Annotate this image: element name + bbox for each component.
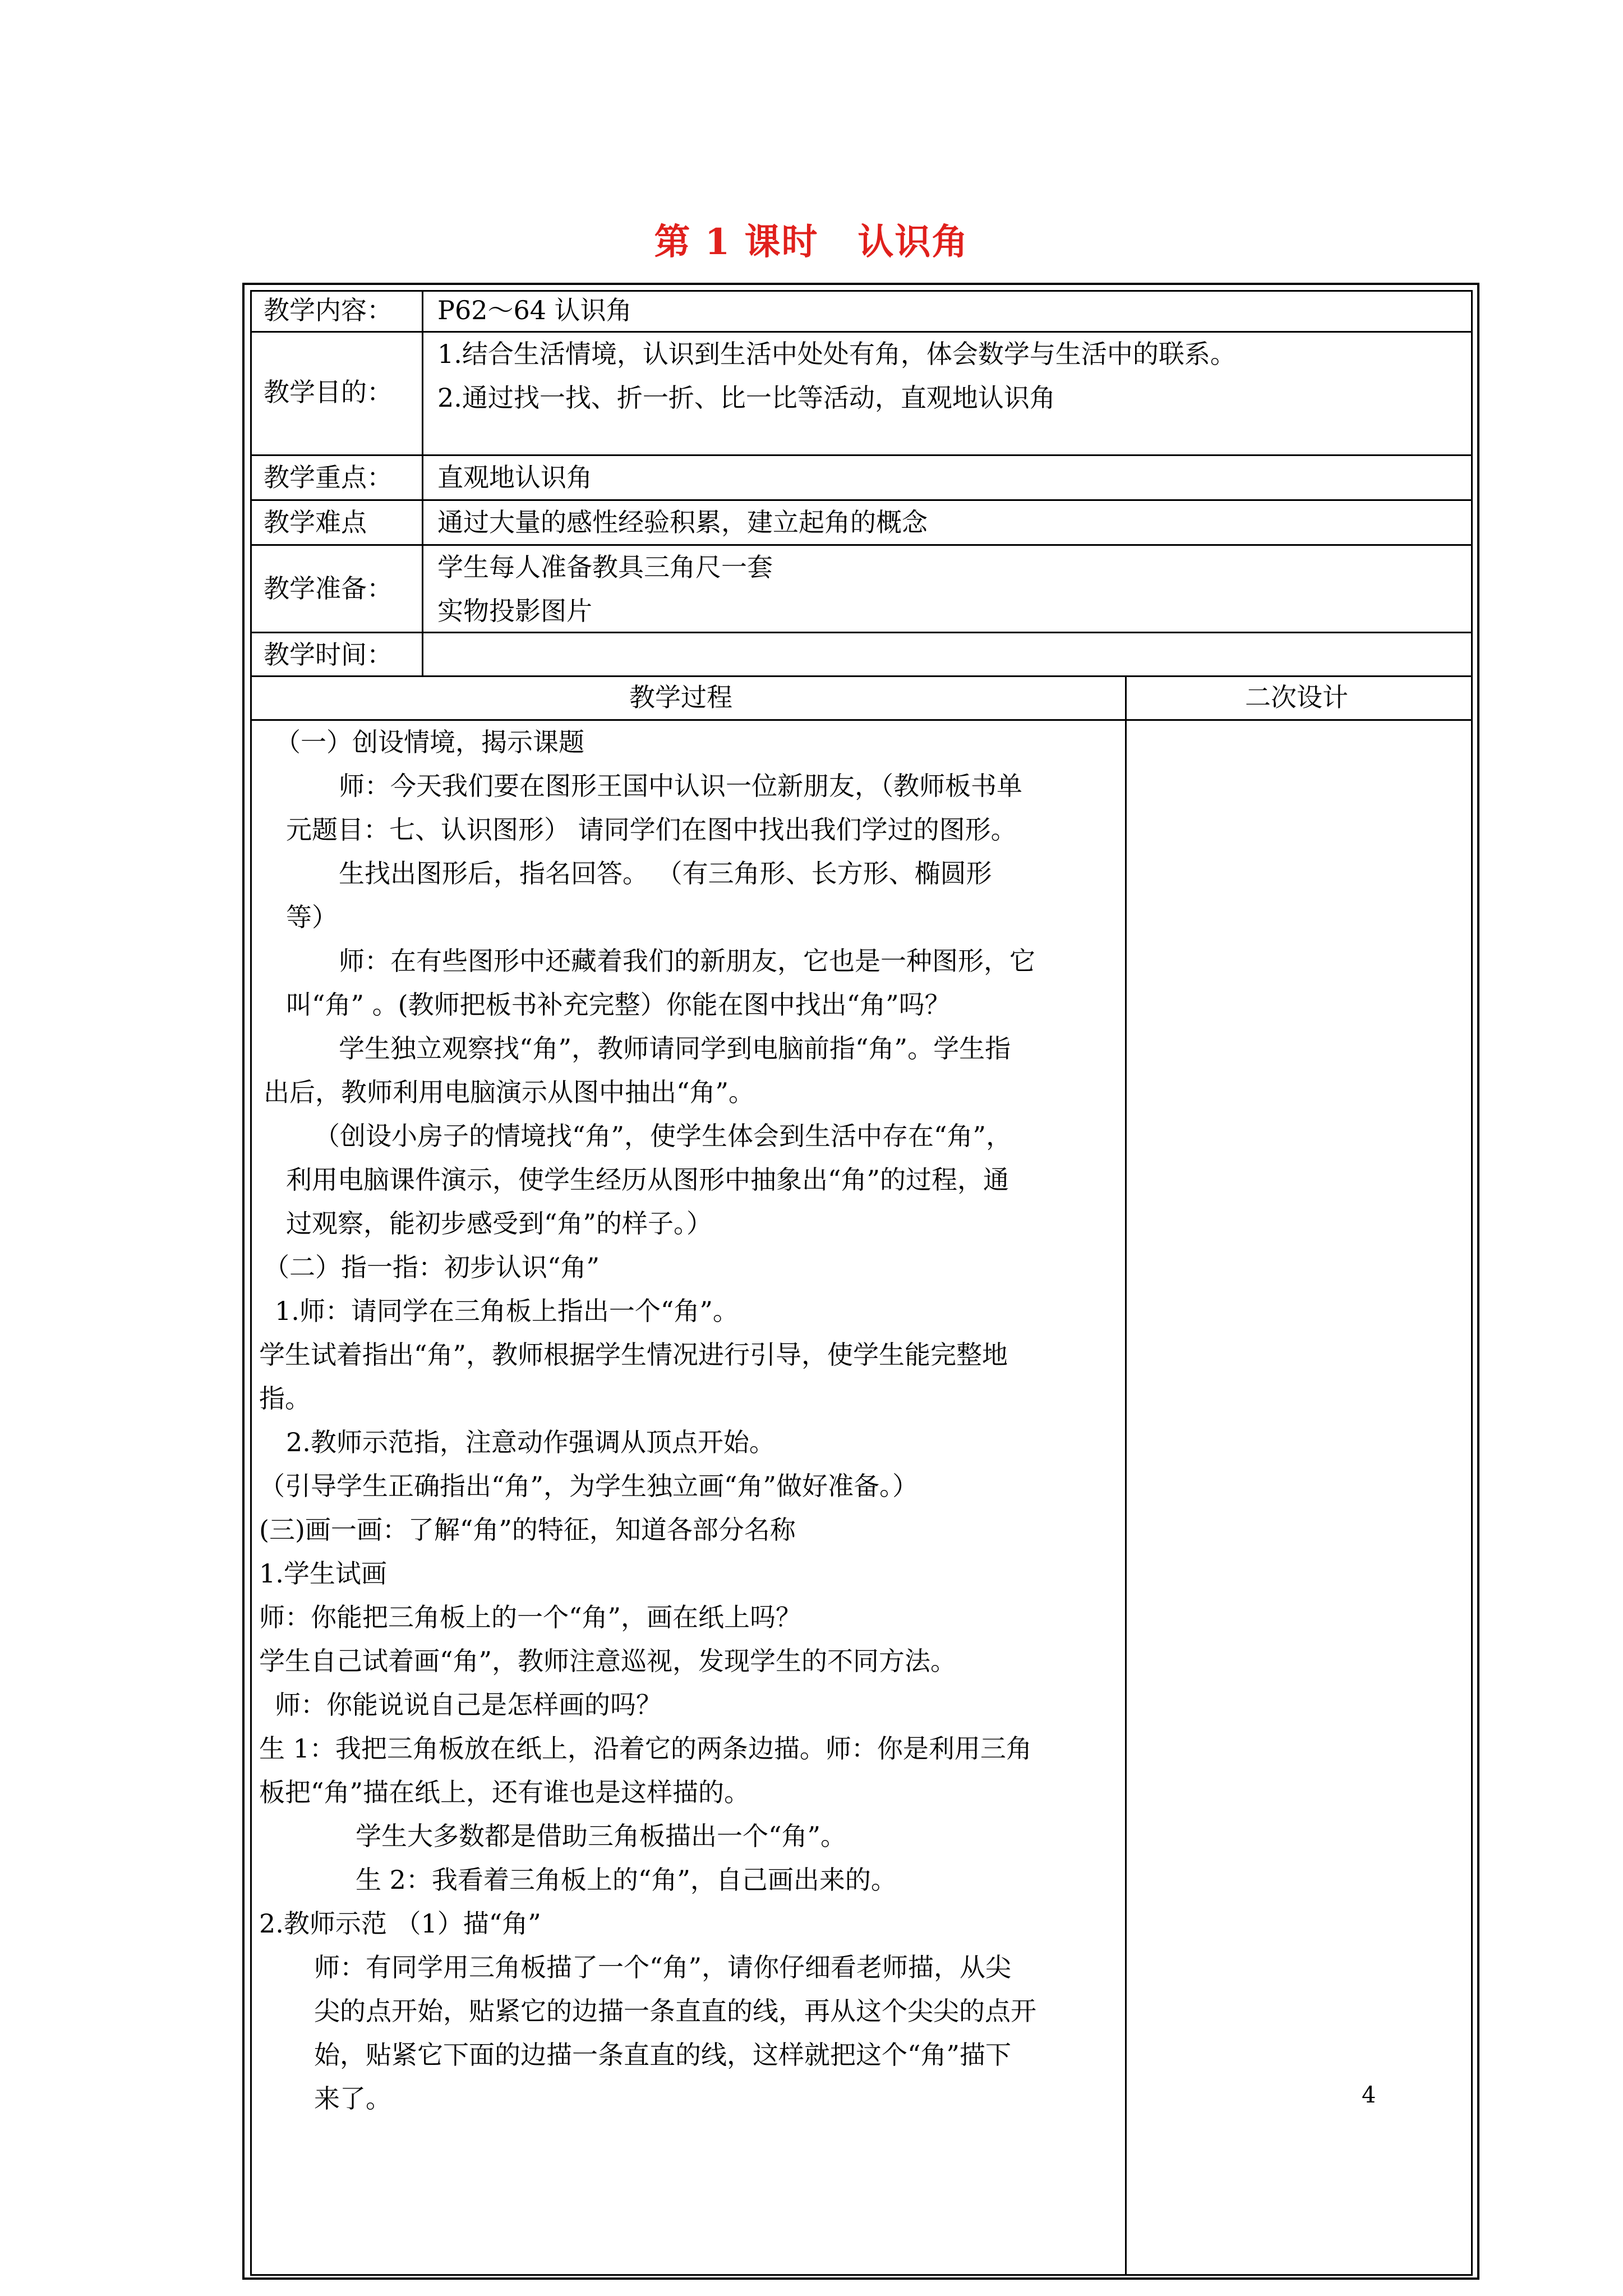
goal-item: 1.结合生活情境，认识到生活中处处有角，体会数学与生活中的联系。 (437, 339, 1236, 369)
process-line: 师：在有些图形中还藏着我们的新朋友，它也是一种图形，它 (339, 946, 1035, 976)
row-divider (250, 632, 1473, 633)
process-line: 1.学生试画 (259, 1558, 387, 1589)
process-line: 2.教师示范 （1）描“角” (259, 1908, 541, 1939)
content-label: 教学内容： (264, 295, 393, 325)
row-divider (250, 544, 1473, 546)
process-line: 师：你能说说自己是怎样画的吗？ (275, 1690, 662, 1720)
page-number: 4 (1362, 2082, 1376, 2108)
process-line: （二）指一指：初步认识“角” (264, 1252, 600, 1282)
difficulty-label: 教学难点 (264, 507, 367, 537)
process-line: (三)画一画：了解“角”的特征，知道各部分名称 (259, 1515, 796, 1545)
process-line: 生找出图形后，指名回答。 （有三角形、长方形、椭圆形 (339, 858, 992, 889)
process-line: 叫“角” 。(教师把板书补充完整）你能在图中找出“角”吗？ (286, 990, 951, 1020)
process-line: 来了。 (314, 2083, 391, 2114)
lesson-topic: 认识角 (857, 221, 969, 263)
page-title (0, 213, 1623, 265)
process-line: 始，贴紧它下面的边描一条直直的线，这样就把这个“角”描下 (314, 2040, 1012, 2070)
preparation-item: 学生每人准备教具三角尺一套 (437, 552, 773, 582)
process-line: 元题目：七、认识图形） 请同学们在图中找出我们学过的图形。 (286, 815, 1017, 845)
process-line: 学生试着指出“角”，教师根据学生情况进行引导，使学生能完整地 (259, 1340, 1008, 1370)
process-line: 出后，教师利用电脑演示从图中抽出“角”。 (264, 1077, 755, 1107)
process-line: 生 1：我把三角板放在纸上，沿着它的两条边描。师：你是利用三角 (259, 1733, 1032, 1764)
process-line: 生 2：我看着三角板上的“角”，自己画出来的。 (356, 1865, 897, 1895)
process-line: 师：今天我们要在图形王国中认识一位新朋友，（教师板书单 (339, 771, 1022, 801)
lesson-number: 第 1 课时 (654, 221, 819, 263)
process-line: 过观察，能初步感受到“角”的样子。） (286, 1208, 713, 1239)
process-line: 师：你能把三角板上的一个“角”，画在纸上吗？ (259, 1602, 802, 1632)
process-line: 指。 (259, 1383, 311, 1414)
preparation-item: 实物投影图片 (437, 596, 592, 626)
process-line: 等） (286, 902, 338, 932)
column-divider (1125, 675, 1127, 2276)
process-line: 1.师：请同学在三角板上指出一个“角”。 (275, 1296, 739, 1326)
column-divider (422, 290, 423, 675)
process-line: （创设小房子的情境找“角”，使学生体会到生活中存在“角”， (314, 1121, 1012, 1151)
process-line: 学生大多数都是借助三角板描出一个“角”。 (356, 1821, 847, 1851)
process-header: 教学过程 (629, 682, 732, 712)
process-line: （一）创设情境，揭示课题 (275, 727, 584, 757)
preparation-label: 教学准备： (264, 573, 393, 604)
content-value: P62～64 认识角 (437, 295, 632, 325)
process-line: 学生自己试着画“角”，教师注意巡视，发现学生的不同方法。 (259, 1646, 957, 1676)
process-line: 2.教师示范指，注意动作强调从顶点开始。 (286, 1427, 775, 1457)
goal-item: 2.通过找一找、折一折、比一比等活动，直观地认识角 (437, 383, 1055, 413)
difficulty-value: 通过大量的感性经验积累，建立起角的概念 (437, 507, 928, 537)
row-divider (250, 454, 1473, 456)
process-line: 师：有同学用三角板描了一个“角”，请你仔细看老师描，从尖 (314, 1952, 1012, 1982)
process-line: 板把“角”描在纸上，还有谁也是这样描的。 (259, 1777, 750, 1807)
process-line: 尖的点开始，贴紧它的边描一条直直的线，再从这个尖尖的点开 (314, 1996, 1036, 2026)
key-point-value: 直观地认识角 (437, 462, 592, 493)
key-point-label: 教学重点： (264, 462, 393, 493)
process-line: 利用电脑课件演示，使学生经历从图形中抽象出“角”的过程，通 (286, 1165, 1009, 1195)
process-line: 学生独立观察找“角”，教师请同学到电脑前指“角”。学生指 (339, 1033, 1011, 1064)
goal-label: 教学目的： (264, 377, 393, 407)
redesign-header: 二次设计 (1245, 682, 1348, 712)
process-line: （引导学生正确指出“角”，为学生独立画“角”做好准备。） (259, 1471, 919, 1501)
time-label: 教学时间： (264, 639, 393, 670)
